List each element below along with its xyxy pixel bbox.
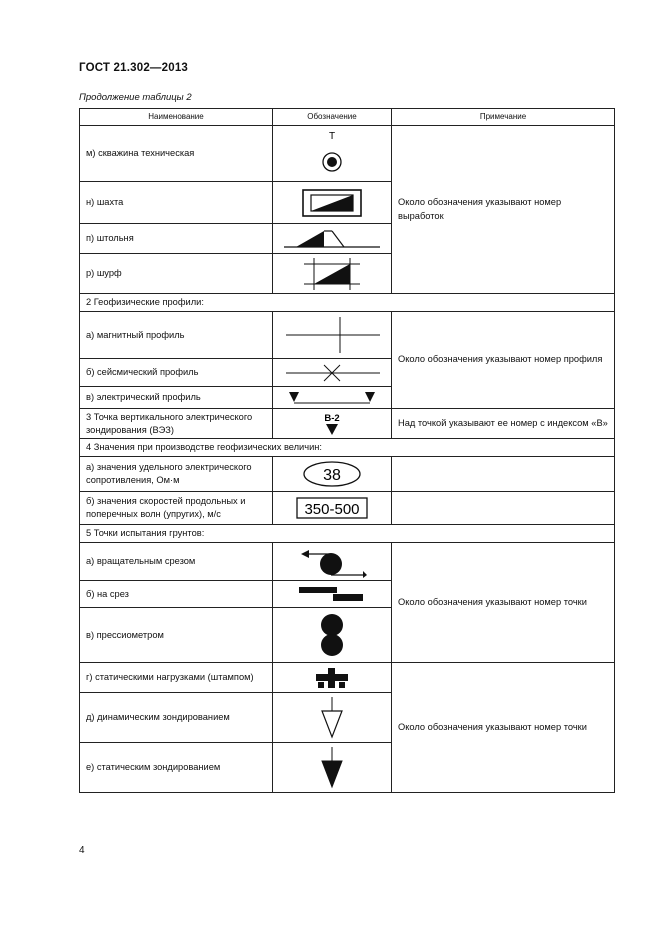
row-name: п) штольня (80, 224, 273, 254)
symbol-cell (273, 312, 392, 359)
header-note: Примечание (392, 109, 615, 126)
section-title: 4 Значения при производстве геофизических величин: (80, 439, 615, 457)
symbol-label: Т (328, 130, 336, 142)
symbol-cell (273, 693, 392, 743)
test-note-2: Около обозначения указывают номер точки (392, 663, 615, 793)
symbols-table (79, 108, 615, 793)
vane-shear-icon (297, 546, 367, 578)
table-row (80, 126, 615, 182)
ves-point-icon (312, 410, 352, 438)
section-title: 5 Точки испытания грунтов: (80, 525, 615, 543)
shaft-icon (300, 187, 364, 219)
symbol-label: 38 (323, 467, 341, 484)
row-name: а) вращательным срезом (80, 543, 273, 581)
page-number: 4 (79, 845, 85, 856)
test-note-1: Около обозначения указывают номер точки (392, 543, 615, 663)
section-row (80, 439, 615, 457)
row-name: 3 Точка вертикального электрического зондирования (ВЭЗ) (80, 409, 273, 439)
row-name: р) шурф (80, 254, 273, 294)
header-name: Наименование (80, 109, 273, 126)
table-row (80, 312, 615, 359)
symbol-cell (273, 743, 392, 793)
symbol-cell (273, 254, 392, 294)
empty-note (392, 457, 615, 492)
direct-shear-icon (297, 583, 367, 605)
row-name: г) статическими нагрузками (штампом) (80, 663, 273, 693)
table-header-row (80, 109, 615, 126)
static-sounding-icon (312, 745, 352, 791)
row-name: б) значения скоростей продольных и поперечных волн (упругих), м/с (80, 492, 273, 525)
pressuremeter-icon (312, 612, 352, 658)
dynamic-sounding-icon (312, 695, 352, 741)
wave-velocity-value-icon (294, 495, 370, 521)
table-row (80, 457, 615, 492)
section-title: 2 Геофизические профили: (80, 294, 615, 312)
table-row (80, 663, 615, 693)
ves-note: Над точкой указывают ее номер с индексом «В» (392, 409, 615, 439)
symbol-cell (273, 409, 392, 439)
empty-note (392, 492, 615, 525)
row-name: м) скважина техническая (80, 126, 273, 182)
symbol-cell (273, 182, 392, 224)
symbol-cell (273, 543, 392, 581)
section-row (80, 294, 615, 312)
row-name: в) прессиометром (80, 608, 273, 663)
resistivity-value-icon (300, 459, 364, 489)
symbol-label: В-2 (324, 412, 340, 424)
symbol-cell (273, 608, 392, 663)
row-name: б) на срез (80, 581, 273, 608)
symbol-cell (273, 387, 392, 409)
profile-note: Около обозначения указывают номер профиля (392, 312, 615, 409)
row-name: д) динамическим зондированием (80, 693, 273, 743)
symbol-cell (273, 492, 392, 525)
row-name: н) шахта (80, 182, 273, 224)
plate-load-icon (312, 665, 352, 691)
table-row (80, 543, 615, 581)
table-row (80, 409, 615, 439)
table-row (80, 492, 615, 525)
test-pit-icon (302, 256, 362, 292)
symbol-cell (273, 457, 392, 492)
row-name: а) магнитный профиль (80, 312, 273, 359)
symbol-cell (273, 224, 392, 254)
document-title: ГОСТ 21.302—2013 (79, 62, 189, 74)
section-row (80, 525, 615, 543)
row-name: а) значения удельного электрического сопротивления, Ом·м (80, 457, 273, 492)
symbol-cell (273, 663, 392, 693)
row-name: е) статическим зондированием (80, 743, 273, 793)
seismic-profile-icon (282, 361, 382, 385)
symbol-cell (273, 581, 392, 608)
mining-note: Около обозначения указывают номер выработок (392, 126, 615, 294)
electric-profile-icon (287, 389, 377, 407)
adit-icon (282, 226, 382, 252)
row-name: в) электрический профиль (80, 387, 273, 409)
row-name: б) сейсмический профиль (80, 359, 273, 387)
header-symbol: Обозначение (273, 109, 392, 126)
technical-well-icon (302, 127, 362, 181)
magnetic-profile-icon (282, 315, 382, 355)
symbol-cell (273, 359, 392, 387)
symbol-label: 350-500 (304, 501, 360, 518)
symbol-cell (273, 126, 392, 182)
table-caption: Продолжение таблицы 2 (79, 92, 192, 103)
